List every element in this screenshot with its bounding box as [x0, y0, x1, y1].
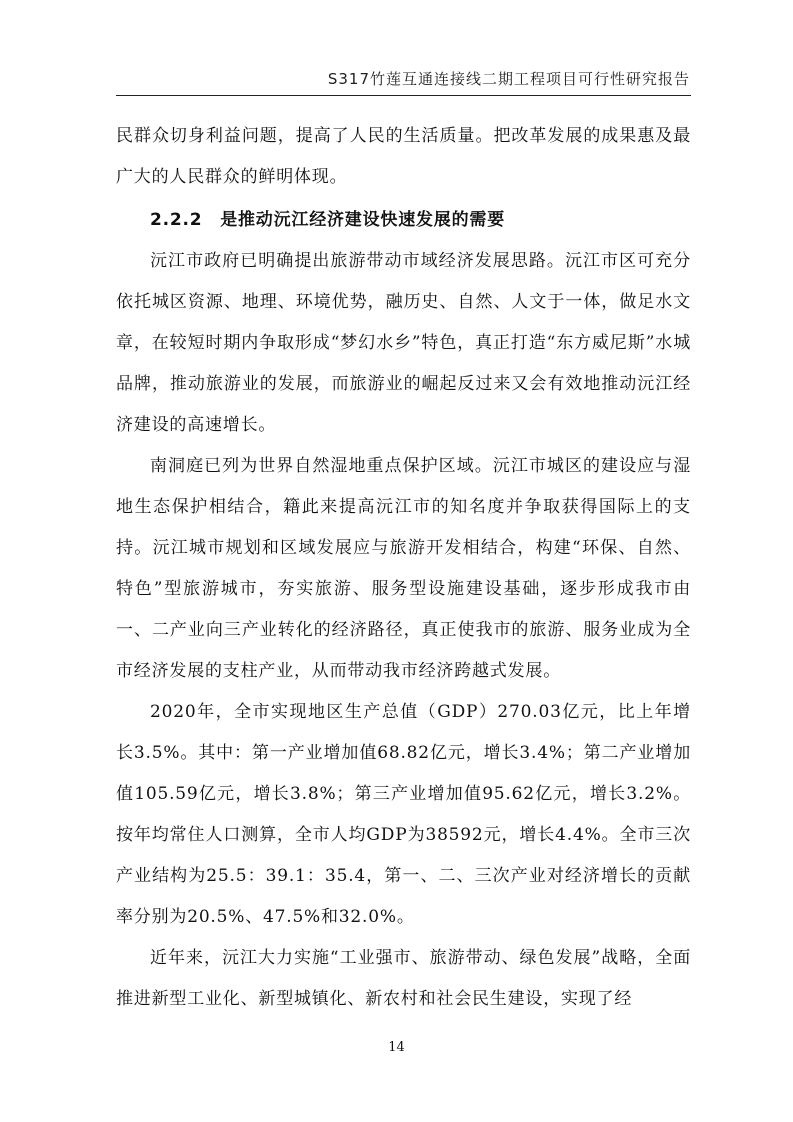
paragraph: 2020年，全市实现地区生产总值（GDP）270.03亿元，比上年增长3.5%。其中：第一产业增加值68.82亿元，增长3.4%；第二产业增加值105.59亿元，增长3.8%；第三产业增加值95.62亿元，增长3.2%。按年均常住人口测算，全市人均GDP为38592元，增长4.4%。全市三次产业结构为25.5：39.1：35.4，第一、二、三次产业对经济增长的贡献率分别为20.5%、47.5%和32.0%。 [116, 702, 691, 927]
body-text [116, 116, 691, 1020]
paragraph-continued: 民群众切身利益问题，提高了人民的生活质量。把改革发展的成果惠及最广大的人民群众的鲜明体现。 [116, 126, 691, 187]
page-number: 14 [388, 1040, 405, 1055]
paragraph: 南洞庭已列为世界自然湿地重点保护区域。沅江市城区的建设应与湿地生态保护相结合，籍此来提高沅江市的知名度并争取获得国际上的支持。沅江城市规划和区域发展应与旅游开发相结合，构建“环保、自然、特色”型旅游城市，夯实旅游、服务型设施建设基础，逐步形成我市由一、二产业向三产业转化的经济路径，真正使我市的旅游、服务业成为全市经济发展的支柱产业，从而带动我市经济跨越式发展。 [116, 456, 691, 681]
running-header: S317竹莲互通连接线二期工程项目可行性研究报告 [327, 70, 690, 88]
paragraph: 近年来，沅江大力实施“工业强市、旅游带动、绿色发展”战略，全面推进新型工业化、新型城镇化、新农村和社会民生建设，实现了经 [116, 948, 691, 1009]
paragraph: 沅江市政府已明确提出旅游带动市域经济发展思路。沅江市区可充分依托城区资源、地理、环境优势，融历史、自然、人文于一体，做足水文章，在较短时期内争取形成“梦幻水乡”特色，真正打造“东方威尼斯”水城品牌，推动旅游业的发展，而旅游业的崛起反过来又会有效地推动沅江经济建设的高速增长。 [116, 251, 691, 435]
section-heading: 2.2.2 是推动沅江经济建设快速发展的需要 [150, 210, 506, 230]
header-rule [116, 95, 691, 96]
